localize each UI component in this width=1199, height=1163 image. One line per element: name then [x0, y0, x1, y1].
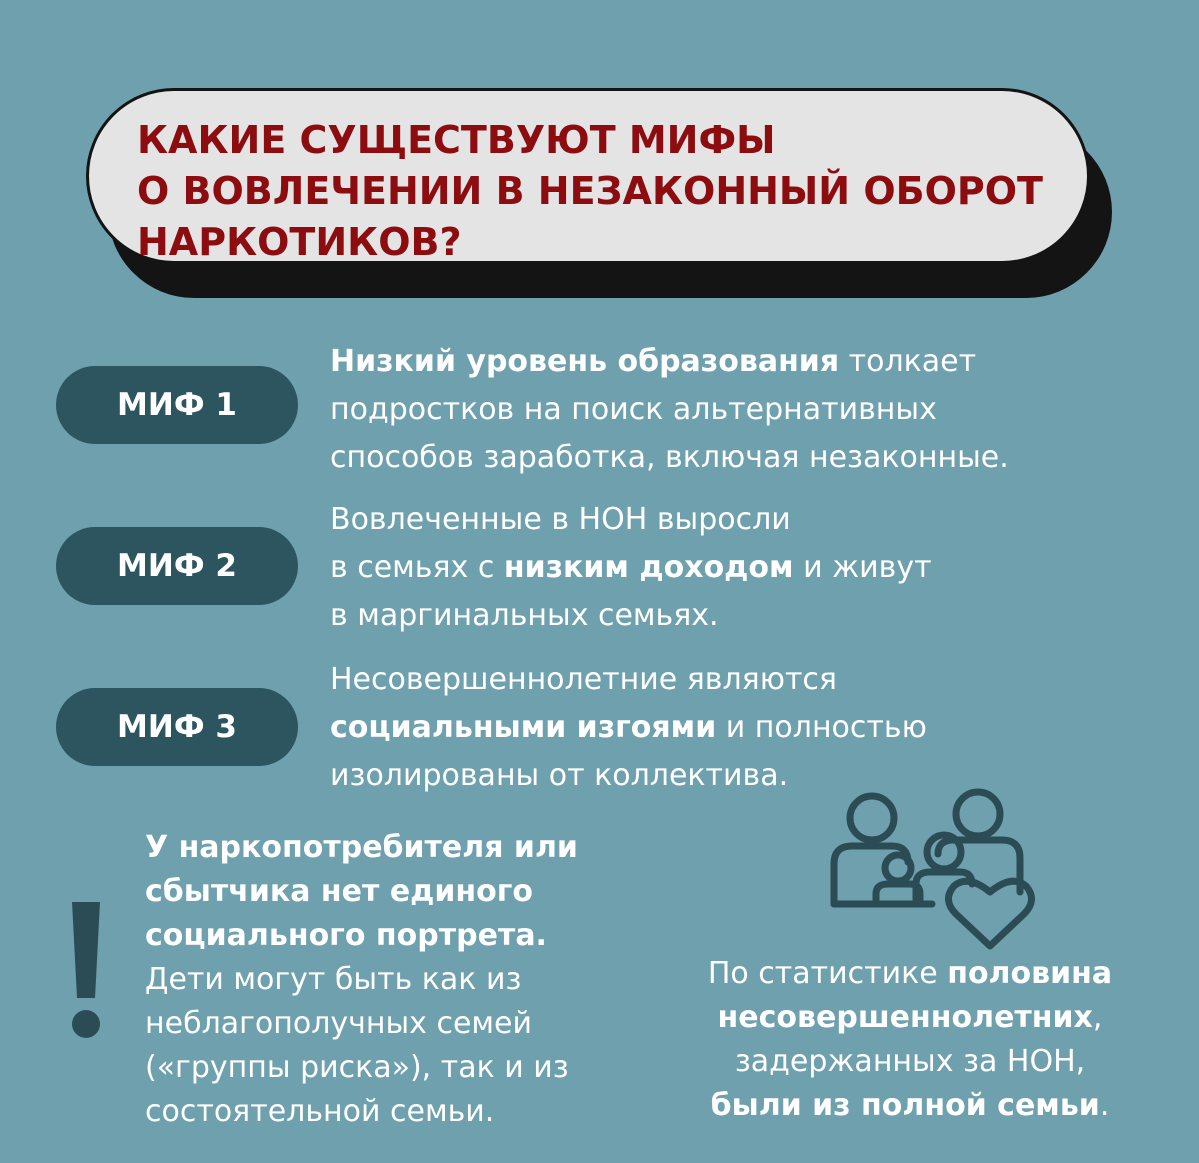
title-line-1: КАКИЕ СУЩЕСТВУЮТ МИФЫ	[137, 118, 776, 162]
title-line-2: О ВОВЛЕЧЕНИИ В НЕЗАКОННЫЙ ОБОРОТ	[137, 169, 1043, 213]
stat-bold-1: половина	[947, 956, 1113, 991]
myth-1-line-3: способов заработка, включая незаконные.	[330, 440, 1009, 475]
note-line-7: состоятельной семьи.	[145, 1094, 495, 1129]
myth-1-bold: Низкий уровень образования	[330, 344, 840, 379]
myth-3-bold: социальными изгоями	[330, 710, 717, 745]
note-line-6: («группы риска»), так и из	[145, 1050, 569, 1085]
stat-post-4: .	[1099, 1088, 1110, 1123]
myth-3-line-1: Несовершеннолетние являются	[330, 662, 837, 697]
note-bold-2: сбытчика нет единого	[145, 874, 534, 909]
stat-post-2: ,	[1092, 1000, 1103, 1035]
family-heart-icon	[820, 780, 1050, 950]
myth-2-badge: МИФ 2	[56, 527, 298, 605]
title-banner	[86, 88, 1118, 300]
note-line-5: неблагополучных семей	[145, 1006, 532, 1041]
myth-2-line-3: в маргинальных семьях.	[330, 598, 719, 633]
statistic-note	[670, 952, 1150, 1128]
title-banner-pill	[86, 88, 1090, 264]
myth-2-post: и живут	[793, 550, 932, 585]
myth-1-badge: МИФ 1	[56, 366, 298, 444]
note-bold-3: социального портрета.	[145, 918, 547, 953]
myth-3-badge: МИФ 3	[56, 688, 298, 766]
myth-2-bold: низким доходом	[503, 550, 794, 585]
myth-2-text	[330, 496, 1150, 640]
title-line-3: НАРКОТИКОВ?	[137, 220, 462, 264]
myth-3-line-3: изолированы от коллектива.	[330, 758, 789, 793]
myth-2-line-1: Вовлеченные в НОН выросли	[330, 502, 791, 537]
stat-line-3: задержанных за НОН,	[734, 1044, 1086, 1079]
note-bold-1: У наркопотребителя или	[145, 830, 578, 865]
exclamation-icon	[66, 902, 106, 1040]
portrait-note	[145, 826, 665, 1134]
myth-2-pre: в семьях с	[330, 550, 504, 585]
note-line-4: Дети могут быть как из	[145, 962, 522, 997]
page-title	[137, 115, 1087, 268]
stat-bold-4: были из полной семьи	[710, 1088, 1100, 1123]
myth-3-post: и полностью	[716, 710, 927, 745]
stat-bold-2: несовершеннолетних	[717, 1000, 1093, 1035]
stat-pre: По статистике	[707, 956, 948, 991]
myth-1-text	[330, 338, 1150, 482]
myth-1-line-2: подростков на поиск альтернативных	[330, 392, 937, 427]
myth-1-rest: толкает	[839, 344, 977, 379]
myth-3-text	[330, 656, 1150, 800]
